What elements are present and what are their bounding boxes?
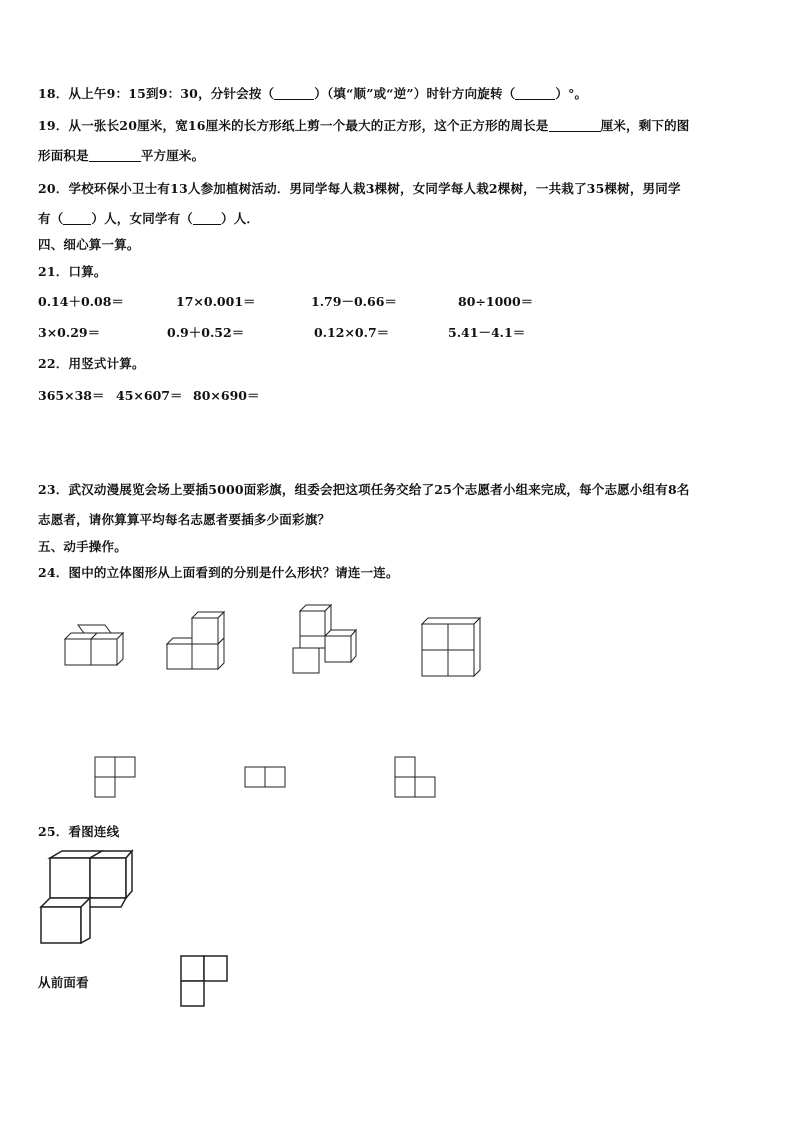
answer-blank[interactable] (549, 119, 601, 132)
question-24-title: 24．图中的立体图形从上面看到的分别是什么形状？请连一连。 (38, 565, 399, 580)
top-view-2 (244, 766, 286, 788)
question-18: 18．从上午9：15到9：30，分针会按（ ）（填“顺”或“逆”）时针方向旋转（ ）°。 (38, 86, 588, 101)
calc-item: 5.41－4.1＝ (448, 325, 526, 340)
vertical-calc-item: 365×38＝ (38, 388, 105, 403)
question-20-line2: 有（ ）人，女同学有（ ）人． (38, 211, 260, 226)
solid-figure-1 (64, 624, 126, 668)
question-19-line2: 形面积是 平方厘米。 (38, 148, 205, 163)
calc-item: 17×0.001＝ (176, 294, 256, 309)
section-5-heading: 五、动手操作。 (38, 539, 127, 554)
question-19-line1: 19．从一张长20厘米，宽16厘米的长方形纸上剪一个最大的正方形，这个正方形的周长是 厘米，剩下的图 (38, 118, 690, 133)
top-view-3 (394, 756, 436, 798)
calc-item: 0.14＋0.08＝ (38, 294, 124, 309)
answer-blank[interactable] (89, 149, 141, 162)
question-21-title: 21．口算。 (38, 264, 107, 279)
answer-blank[interactable] (515, 87, 555, 100)
vertical-calc-item: 80×690＝ (193, 388, 260, 403)
calc-item: 0.9＋0.52＝ (167, 325, 245, 340)
answer-blank[interactable] (63, 212, 91, 225)
front-view-label: 从前面看 (38, 975, 89, 990)
question-22-title: 22．用竖式计算。 (38, 356, 145, 371)
calc-item: 0.12×0.7＝ (314, 325, 390, 340)
question-25-title: 25．看图连线 (38, 824, 120, 839)
question-20-line1: 20．学校环保小卫士有13人参加植树活动．男同学每人栽3棵树，女同学每人栽2棵树，一共栽了35棵树，男同学 (38, 181, 681, 196)
top-view-1 (94, 756, 136, 798)
question-23-line2: 志愿者，请你算算平均每名志愿者要插多少面彩旗？ (38, 512, 331, 527)
answer-blank[interactable] (274, 87, 314, 100)
section-4-heading: 四、细心算一算。 (38, 237, 140, 252)
answer-blank[interactable] (193, 212, 221, 225)
front-view-figure (180, 955, 230, 1007)
question-23-line1: 23．武汉动漫展览会场上要插5000面彩旗，组委会把这项任务交给了25个志愿者小组来完成，每个志愿小组有8名 (38, 482, 690, 497)
calc-item: 3×0.29＝ (38, 325, 101, 340)
calc-item: 80÷1000＝ (458, 294, 534, 309)
solid-figure-5 (40, 850, 132, 946)
solid-figure-3 (292, 604, 362, 674)
calc-item: 1.79－0.66＝ (311, 294, 397, 309)
solid-figure-2 (166, 610, 228, 670)
solid-figure-4 (421, 617, 483, 679)
vertical-calc-item: 45×607＝ (116, 388, 183, 403)
